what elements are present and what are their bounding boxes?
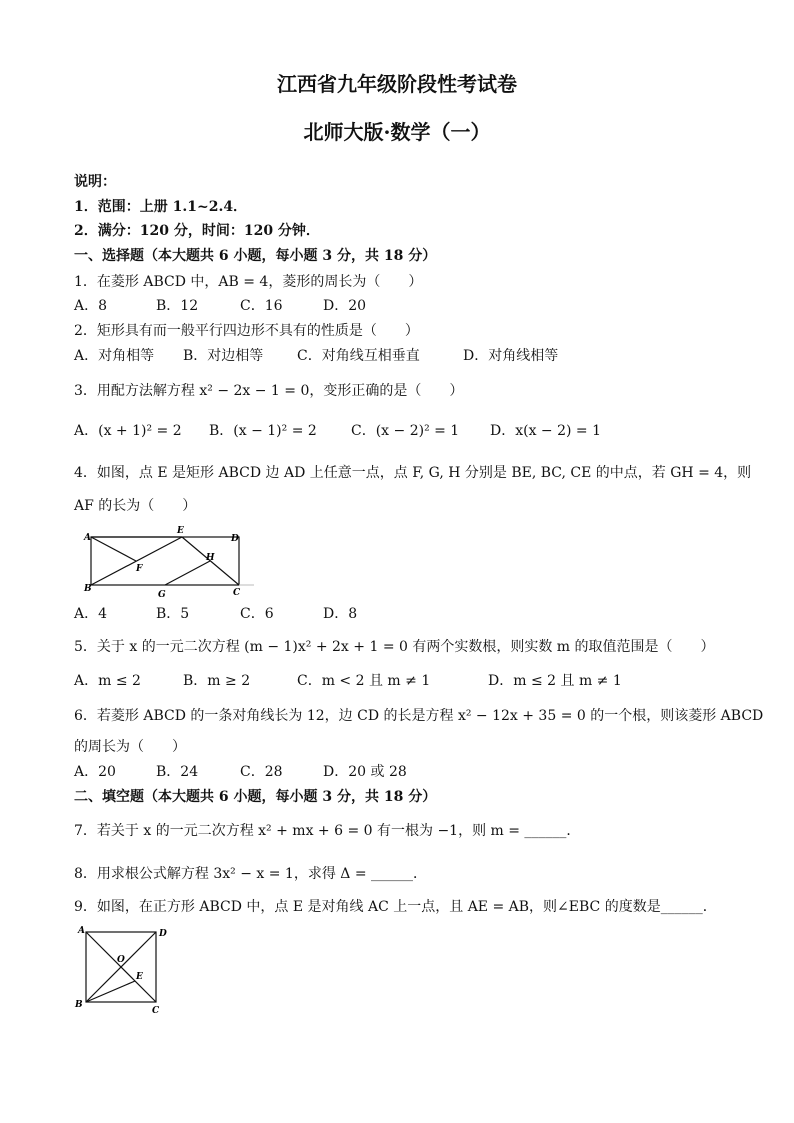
q9-label-o: O — [117, 955, 125, 965]
q4-option-b: B．5 — [156, 606, 190, 622]
notes-item-scope: 1．范围：上册 1.1~2.4． — [74, 199, 248, 215]
q5-option-d: D．m ≤ 2 且 m ≠ 1 — [488, 673, 622, 689]
q4-label-g: G — [158, 590, 166, 600]
notes-item-score-time: 2．满分：120 分，时间：120 分钟． — [74, 223, 320, 239]
q6-option-a: A．20 — [74, 764, 116, 780]
q9-label-b: B — [75, 1000, 83, 1010]
q6-option-b: B．24 — [156, 764, 199, 780]
q9-label-d: D — [159, 929, 167, 939]
q9-label-a: A — [78, 926, 85, 936]
q2-option-c: C．对角线互相垂直 — [297, 348, 420, 364]
q2-stem-text: 2．矩形具有而一般平行四边形不具有的性质是（ ） — [74, 323, 419, 339]
exam-subtitle: 北师大版·数学（一） — [303, 120, 491, 144]
q4-option-d: D．8 — [323, 606, 358, 622]
q4-stem-line2: AF 的长为（ ） — [74, 498, 197, 514]
q1-stem: 1．在菱形 ABCD 中，AB = 4，菱形的周长为（ ） — [74, 274, 423, 290]
q3-option-b: B．(x − 1)² = 2 — [209, 423, 317, 439]
q7-stem: 7．若关于 x 的一元二次方程 x² + mx + 6 = 0 有一根为 −1，则 m = ______． — [74, 823, 581, 839]
q5-option-b: B．m ≥ 2 — [183, 673, 251, 689]
q1-option-c: C．16 — [240, 298, 283, 314]
q4-label-b: B — [84, 584, 92, 594]
q9-stem: 9．如图，在正方形 ABCD 中，点 E 是对角线 AC 上一点，且 AE = AB，则∠EBC 的度数是______． — [74, 899, 717, 915]
q4-option-c: C．6 — [240, 606, 274, 622]
q3-option-d: D．x(x − 2) = 1 — [490, 423, 602, 439]
q4-label-h: H — [206, 553, 215, 563]
q5-stem: 5．关于 x 的一元二次方程 (m − 1)x² + 2x + 1 = 0 有两个实数根，则实数 m 的取值范围是（ ） — [74, 639, 715, 655]
q3-option-c: C．(x − 2)² = 1 — [351, 423, 460, 439]
q6-option-d: D．20 或 28 — [323, 764, 407, 780]
q2-option-d: D．对角线相等 — [463, 348, 559, 364]
q4-label-e: E — [177, 526, 184, 536]
q1-option-d: D．20 — [323, 298, 367, 314]
section2-heading: 二、填空题（本大题共 6 小题，每小题 3 分，共 18 分） — [74, 789, 437, 805]
q9-label-e: E — [136, 972, 143, 982]
q9-label-c: C — [152, 1006, 160, 1016]
q2-option-a: A．对角相等 — [74, 348, 155, 364]
notes-label: 说明： — [74, 174, 116, 190]
q4-stem-line1: 4．如图，点 E 是矩形 ABCD 边 AD 上任意一点，点 F, G, H 分别是 BE, BC, CE 的中点，若 GH = 4，则 — [74, 465, 752, 481]
q4-figure-rectangle — [78, 524, 258, 600]
q3-option-a: A．(x + 1)² = 2 — [74, 423, 182, 439]
q4-label-a: A — [84, 533, 91, 543]
q4-label-d: D — [231, 534, 239, 544]
q4-label-f: F — [136, 564, 143, 574]
exam-title: 江西省九年级阶段性考试卷 — [277, 72, 517, 96]
q8-stem: 8．用求根公式解方程 3x² − x = 1，求得 Δ = ______． — [74, 866, 428, 882]
q1-option-b: B．12 — [156, 298, 199, 314]
q1-option-a: A．8 — [74, 298, 108, 314]
q6-option-c: C．28 — [240, 764, 283, 780]
section1-heading: 一、选择题（本大题共 6 小题，每小题 3 分，共 18 分） — [74, 248, 437, 264]
q9-figure-square — [72, 924, 172, 1016]
q5-option-c: C．m < 2 且 m ≠ 1 — [297, 673, 431, 689]
q6-stem-line2: 的周长为（ ） — [74, 739, 186, 755]
q3-stem: 3．用配方法解方程 x² − 2x − 1 = 0，变形正确的是（ ） — [74, 383, 464, 399]
q4-option-a: A．4 — [74, 606, 108, 622]
q6-stem-line1: 6．若菱形 ABCD 的一条对角线长为 12，边 CD 的长是方程 x² − 12x + 35 = 0 的一个根，则该菱形 ABCD — [74, 708, 764, 724]
q4-label-c: C — [233, 588, 241, 598]
q5-option-a: A．m ≤ 2 — [74, 673, 141, 689]
q2-option-b: B．对边相等 — [183, 348, 264, 364]
